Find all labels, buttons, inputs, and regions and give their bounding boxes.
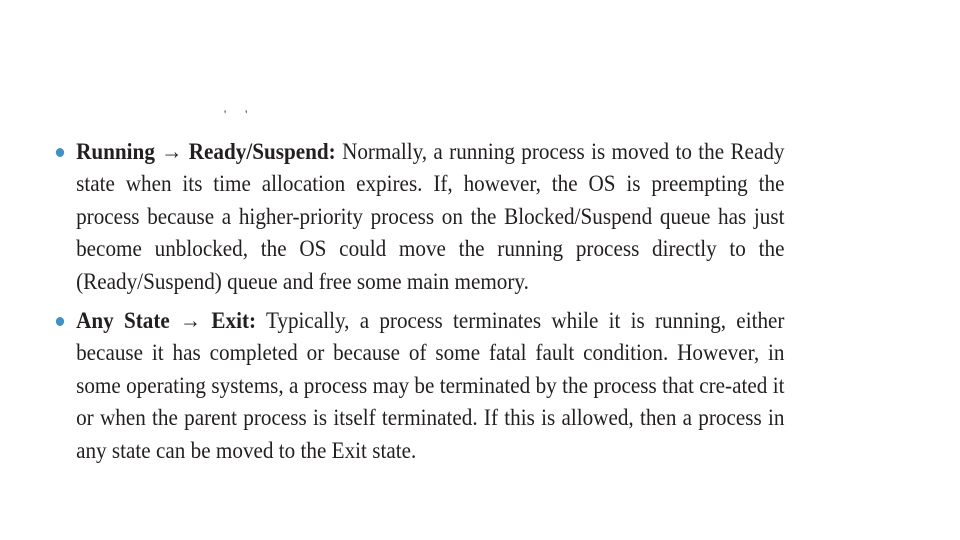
transition-to: Ready/Suspend: [188,139,336,164]
arrow-icon: → [161,139,183,164]
transition-from: Running [76,139,155,164]
cropped-text-fragment: ' ' [224,107,256,121]
item-description: Typically, a process terminates while it is running, either because it has completed or because of some fatal fault condition. However, in some operating systems, a process may be terminated by the process that cre-ated it or when the parent process is itself terminated. If this is allowed, then a process in any state can be moved to the Exit state. [76,308,785,463]
list-item-running-to-ready-suspend [54,136,784,298]
arrow-icon: → [180,308,202,334]
bullet-list [54,136,794,474]
item-description: Normally, a running process is moved to the Ready state when its time allocation expires. If, however, the OS is preempting the process because a higher-priority process on the Blocked/Suspend queue has just become unblocked, the OS could move the running process directly to the (Ready/Suspend) queue and free some main memory. [76,139,785,294]
bullet-icon [56,317,64,326]
bullet-icon [56,148,64,157]
transition-to: Exit: [211,308,257,334]
list-item-any-state-to-exit [54,305,784,467]
transition-from: Any State [76,308,170,334]
